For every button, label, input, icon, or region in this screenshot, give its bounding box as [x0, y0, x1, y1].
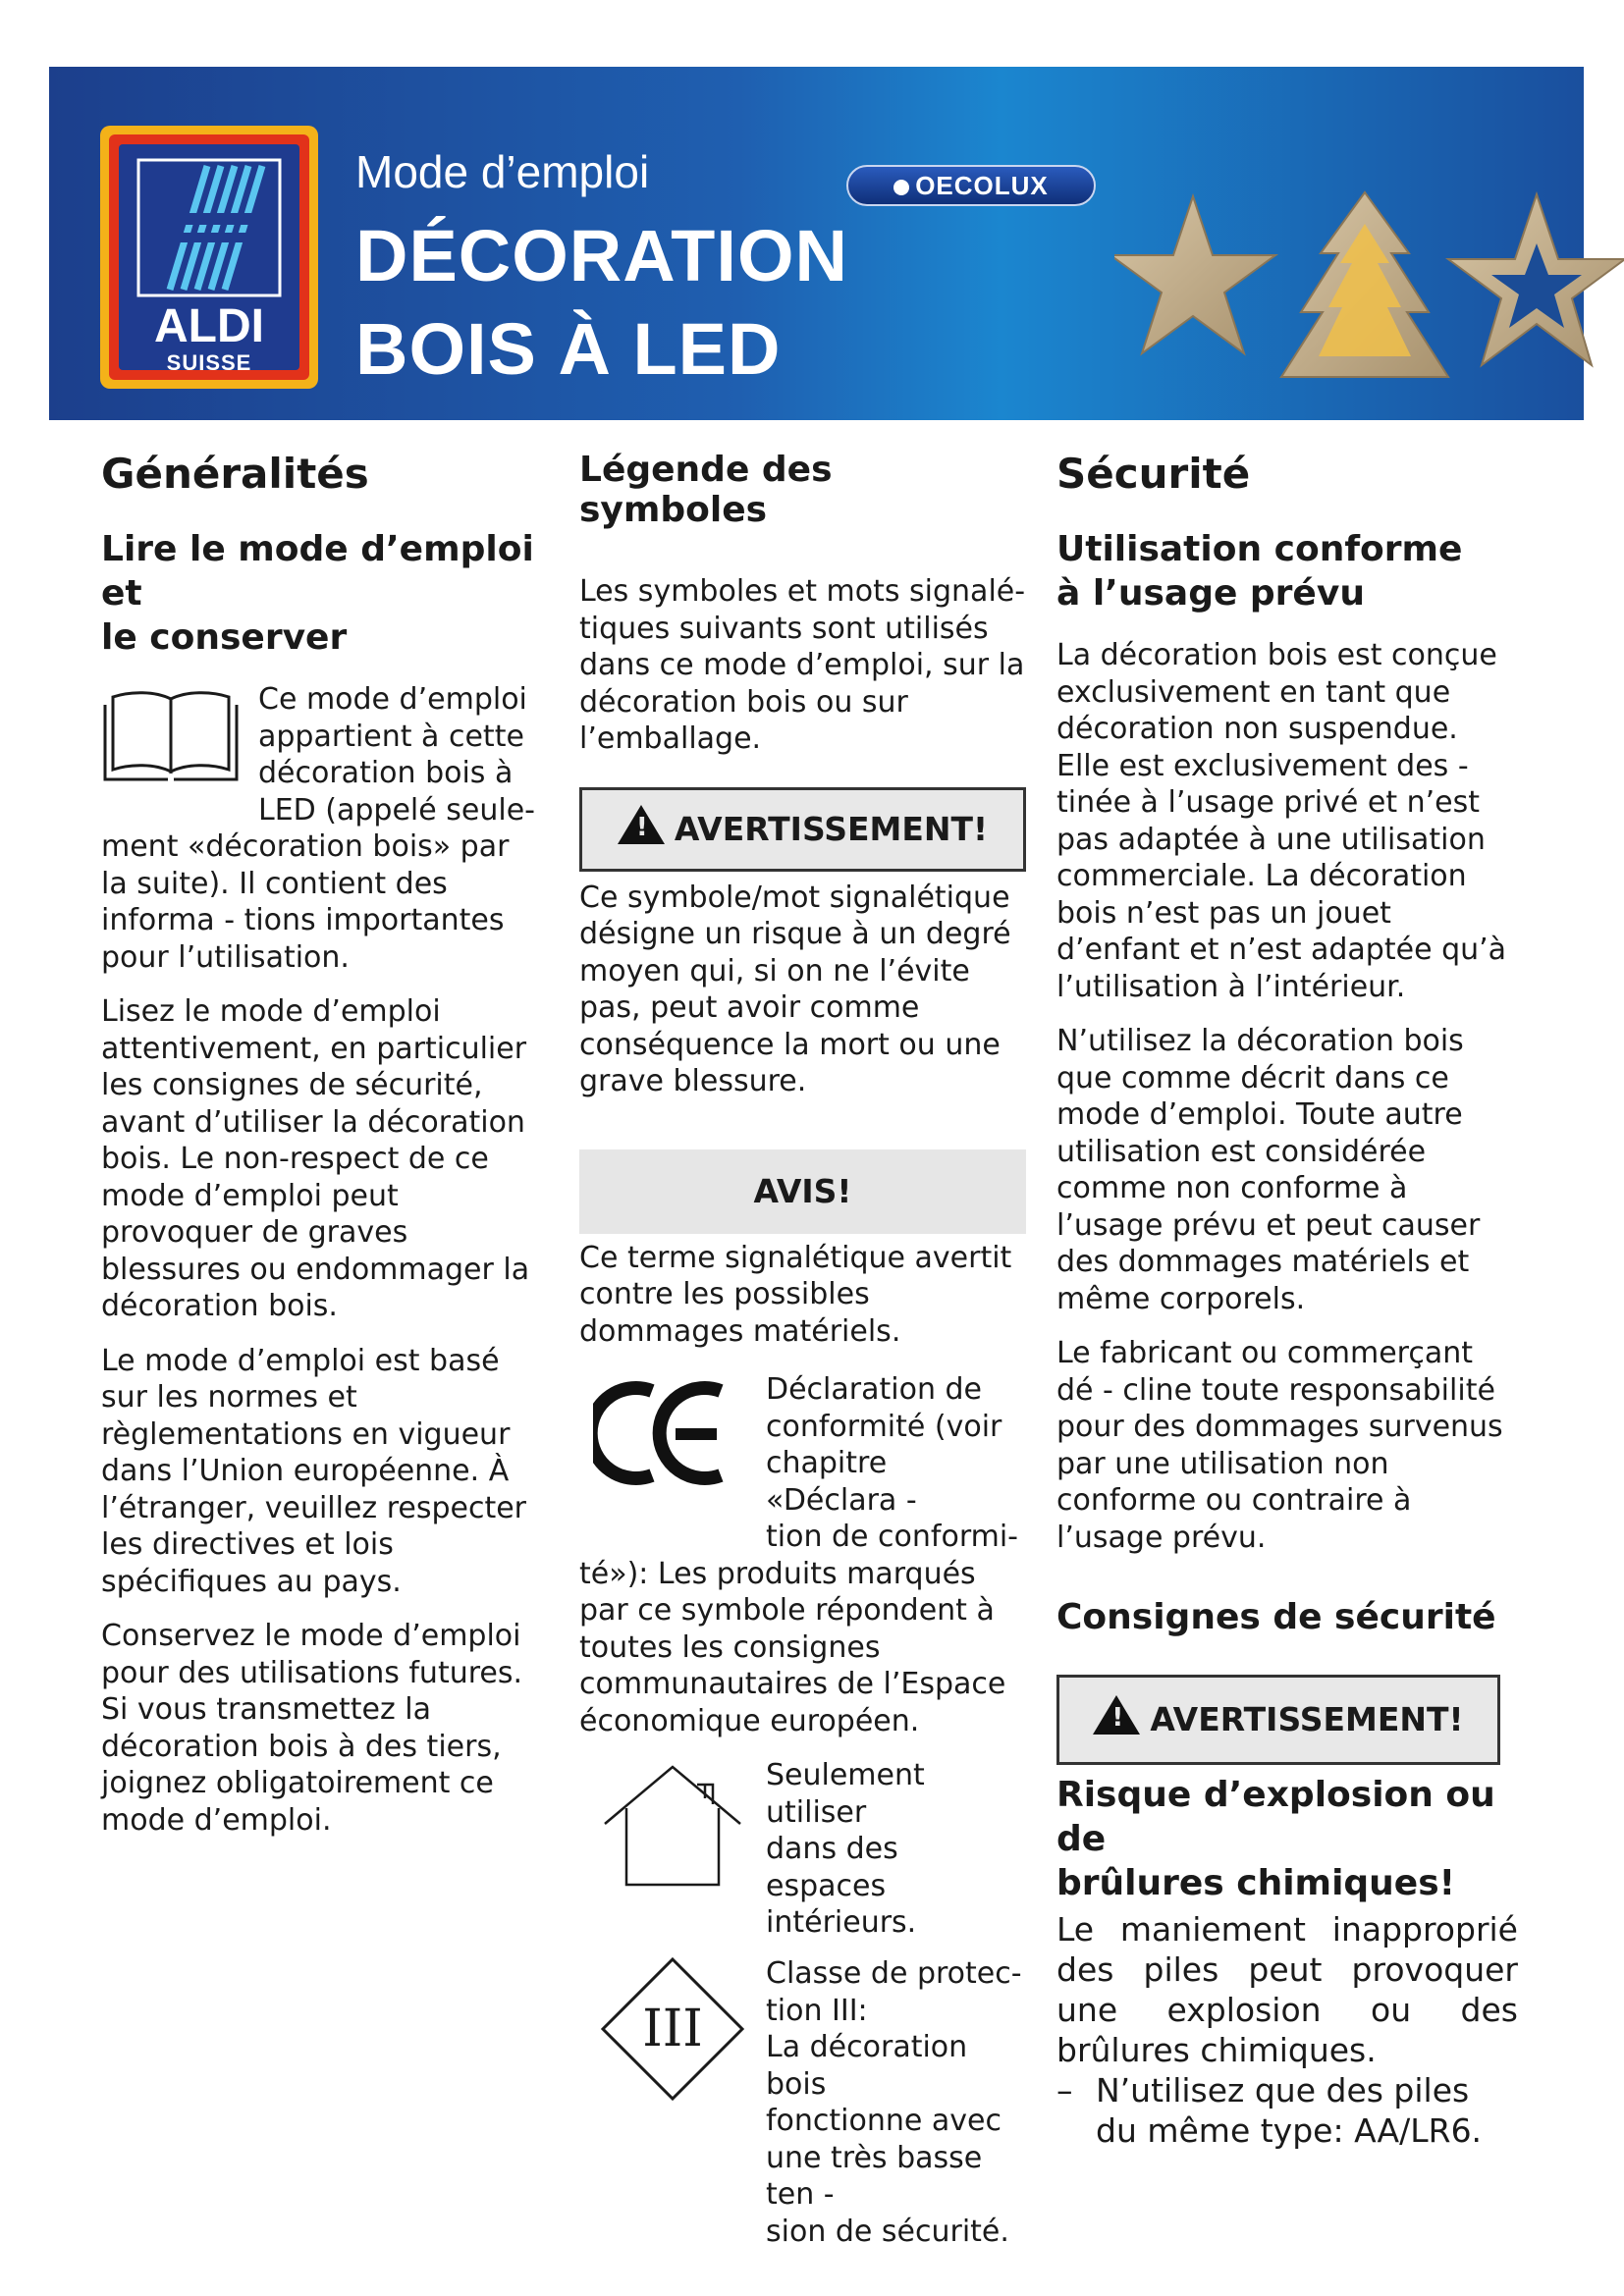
- book-text-line: LED (appelé seule-: [258, 792, 535, 828]
- logo-country-text: SUISSE: [166, 350, 252, 375]
- section-heading-safety: Sécurité: [1056, 450, 1251, 498]
- tree-decoration-icon: [1281, 192, 1448, 377]
- class-text-line: tion III:: [766, 1993, 868, 2028]
- product-decorations-image: [1114, 185, 1624, 400]
- book-text-line: décoration bois à: [258, 756, 514, 790]
- column-symbols: [579, 432, 1026, 2249]
- subheading-read-manual-line1: Lire le mode d’emploi et: [101, 529, 534, 614]
- list-item-battery-type: N’utilisez que des piles du même type: AA/LR6.: [1096, 2071, 1483, 2150]
- subheading-intended-use-line1: Utilisation conforme: [1056, 529, 1463, 569]
- star-outline-decoration-icon: [1448, 194, 1624, 365]
- paragraph-use-as-described: N’utilisez la décoration bois que comme décrit dans ce mode d’emploi. Toute autre utilisation est considérée comme non conforme à l’usage prévu et peut causer des dommages matériels et même corporels.: [1056, 1024, 1481, 1316]
- warning-label-box-safety: [1056, 1675, 1500, 1765]
- section-heading-safety-instructions: Consignes de sécurité: [1056, 1597, 1496, 1637]
- class-text-line: Classe de protec-: [766, 1956, 1022, 1991]
- house-indoor-icon: [599, 1761, 746, 1889]
- bulb-icon: [893, 180, 909, 195]
- paragraph-keep-manual: Conservez le mode d’emploi pour des utilisations futures. Si vous transmettez la décoration bois à des tiers, joignez obligatoirement ce mode d’emploi.: [101, 1619, 523, 1838]
- list-dash: –: [1056, 2071, 1073, 2109]
- star-decoration-icon: [1114, 196, 1275, 353]
- oecolux-brand-badge: [846, 165, 1096, 206]
- notice-label: AVIS!: [753, 1171, 852, 1210]
- header-banner: [49, 67, 1584, 420]
- paragraph-notice-definition: Ce terme signalétique avertit contre les possibles dommages matériels.: [579, 1240, 1012, 1349]
- paragraph-warning-definition: Ce symbole/mot signalétique désigne un risque à un degré moyen qui, si on ne l’évite pas, peut avoir comme conséquence la mort ou une grave blessure.: [579, 880, 1011, 1098]
- class-symbol-text: III: [642, 2000, 703, 2058]
- manual-subtitle: Mode d’emploi: [355, 146, 650, 197]
- product-title-line1: DÉCORATION: [355, 215, 848, 296]
- class-text-line: La décoration bois: [766, 2030, 968, 2102]
- ce-mark-icon: [593, 1379, 731, 1487]
- brand-name: OECOLUX: [915, 171, 1049, 200]
- paragraph-standards: Le mode d’emploi est basé sur les normes et règlementations en vigueur dans l’Union européenne. À l’étranger, veuillez respecter les directives et lois spécifiques au pays.: [101, 1343, 527, 1599]
- house-text-line: intérieurs.: [766, 1905, 917, 1940]
- house-text-line: dans des espaces: [766, 1832, 898, 1903]
- paragraph-manual-intro: ment «décoration bois» par la suite). Il contient des informa - tions importantes pour l’utilisation.: [101, 829, 510, 975]
- product-title-line2: BOIS À LED: [355, 308, 782, 390]
- subheading-intended-use-line2: à l’usage prévu: [1056, 573, 1365, 614]
- book-text-line: appartient à cette: [258, 719, 524, 754]
- section-heading-symbols: Légende des symboles: [579, 450, 833, 530]
- logo-brand-text: ALDI: [154, 300, 264, 352]
- column-general: [101, 432, 538, 1839]
- warning-triangle-icon: [1093, 1695, 1140, 1735]
- risk-title-line1: Risque d’explosion ou de: [1056, 1775, 1495, 1859]
- risk-title-line2: brûlures chimiques!: [1056, 1863, 1456, 1903]
- column-safety: [1056, 432, 1518, 2151]
- paragraph-liability: Le fabricant ou commerçant dé - cline toute responsabilité pour des dommages survenus par une utilisation non conforme ou contraire à l’usage prévu.: [1056, 1336, 1503, 1555]
- warning-label: AVERTISSEMENT!: [1150, 1700, 1464, 1738]
- paragraph-read-carefully: Lisez le mode d’emploi attentivement, en particulier les consignes de sécurité, avant d’utiliser la décoration bois. Le non-respect de ce mode d’emploi peut provoquer de graves blessures ou endommager la décoration bois.: [101, 994, 530, 1323]
- ce-text-line: tion de conformi-: [766, 1520, 1019, 1554]
- paragraph-battery-risk: Le maniement inapproprié des piles peut provoquer une explosion ou des brûlures chimiques.: [1056, 1910, 1518, 2069]
- book-icon: [101, 685, 241, 783]
- paragraph-ce-declaration: té»): Les produits marqués par ce symbole répondent à toutes les consignes communautaires de l’Espace économique européen.: [579, 1556, 1006, 1738]
- section-heading-general: Généralités: [101, 450, 369, 498]
- ce-text-line: conformité (voir: [766, 1409, 1002, 1444]
- subheading-read-manual-line2: le conserver: [101, 617, 348, 658]
- warning-label: AVERTISSEMENT!: [674, 809, 989, 848]
- book-text-line: Ce mode d’emploi: [258, 682, 527, 717]
- class-text-line: sion de sécurité.: [766, 2214, 1009, 2249]
- notice-label-box: [579, 1149, 1026, 1234]
- class-text-line: fonctionne avec: [766, 2104, 1001, 2138]
- warning-triangle-icon: [618, 805, 665, 844]
- protection-class-3-icon: [599, 1955, 746, 2103]
- house-text-line: Seulement utiliser: [766, 1758, 925, 1830]
- ce-text-line: chapitre «Déclara -: [766, 1446, 917, 1518]
- paragraph-symbols-intro: Les symboles et mots signalétiques suivants sont utilisés dans ce mode d’emploi, sur la décoration bois ou sur l’emballage.: [579, 574, 1026, 756]
- paragraph-intended-use: La décoration bois est conçue exclusivement en tant que décoration non suspendue. Elle est exclusivement des - tinée à l’usage privé et n’est pas adaptée à une utilisation commerciale. La décoration bois n’est pas un jouet d’enfant et n’est adaptée qu’à l’utilisation à l’intérieur.: [1056, 638, 1507, 1004]
- warning-label-box: [579, 787, 1026, 872]
- ce-text-line: Déclaration de: [766, 1372, 982, 1407]
- aldi-logo: [100, 126, 318, 389]
- class-text-line: une très basse ten -: [766, 2140, 983, 2212]
